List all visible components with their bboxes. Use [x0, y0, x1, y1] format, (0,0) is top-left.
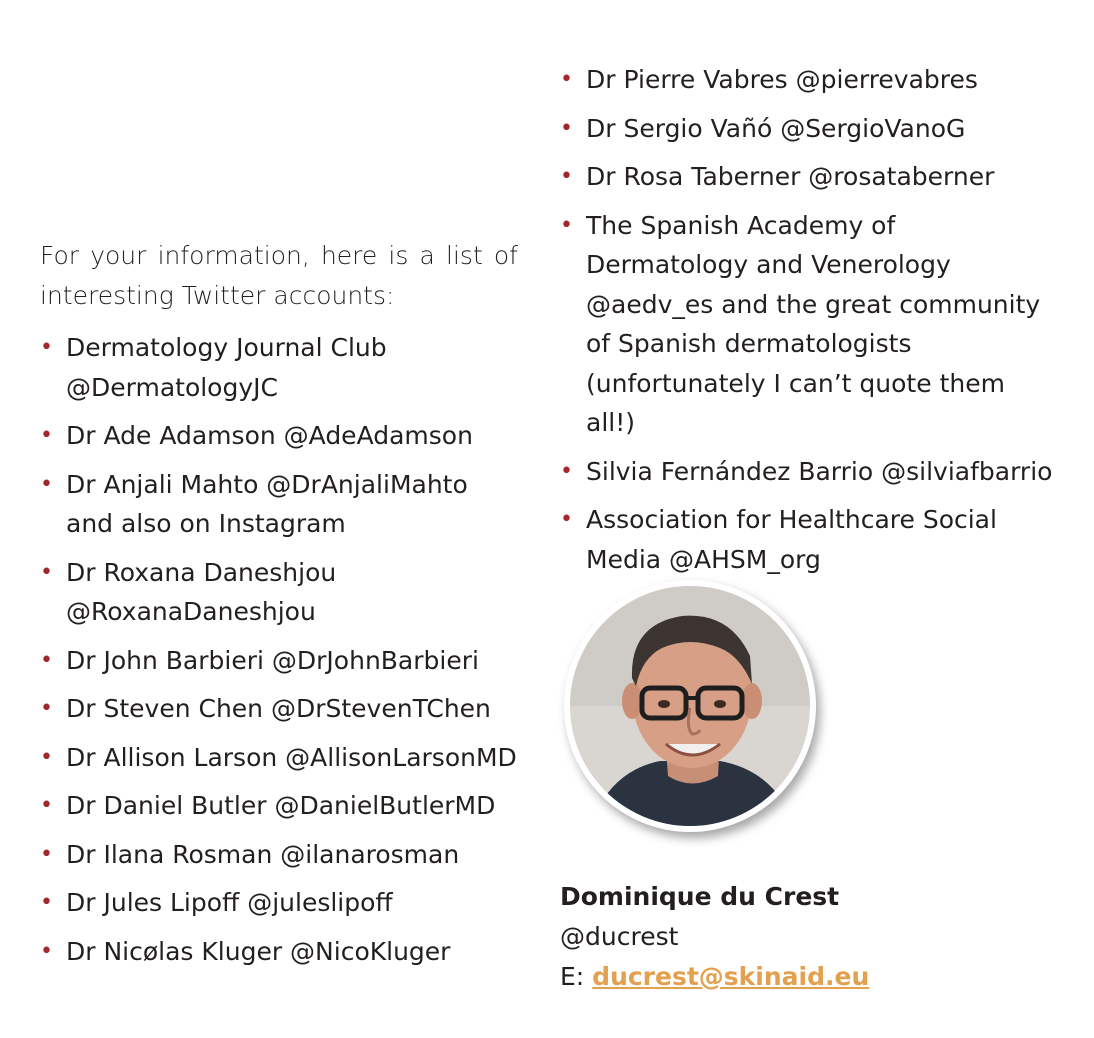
bullet-icon: •	[40, 890, 53, 915]
list-item	[40, 553, 518, 632]
right-account-list	[560, 60, 1060, 579]
list-item	[560, 452, 1060, 492]
intro-text: For your information, here is a list of interesting Twitter accounts:	[40, 241, 518, 310]
account-text: Dr Roxana Daneshjou @RoxanaDaneshjou	[66, 557, 337, 626]
right-column	[560, 60, 1060, 588]
bullet-icon: •	[40, 559, 53, 585]
account-text: Dr Steven Chen @DrStevenTChen	[66, 694, 491, 723]
author-name: Dominique du Crest	[560, 882, 840, 911]
list-item	[560, 60, 1060, 100]
bullet-icon: •	[560, 67, 573, 92]
bullet-icon: •	[40, 938, 53, 964]
bullet-icon: •	[560, 212, 573, 238]
author-block	[560, 877, 869, 997]
account-text: Dr Pierre Vabres @pierrevabres	[586, 65, 978, 94]
author-handle: @ducrest	[560, 922, 679, 951]
account-text: Dr John Barbieri @DrJohnBarbieri	[66, 645, 479, 675]
bullet-icon: •	[40, 841, 53, 867]
bullet-icon: •	[560, 164, 573, 189]
bullet-icon: •	[40, 471, 53, 497]
list-item	[560, 500, 1060, 579]
email-link[interactable]: ducrest@skinaid.eu	[592, 962, 870, 991]
list-item	[560, 206, 1060, 443]
bullet-icon: •	[40, 744, 53, 770]
bullet-icon: •	[40, 335, 53, 360]
account-text: Dr Sergio Vañó @SergioVanoG	[586, 113, 966, 143]
account-text: Silvia Fernández Barrio @silviafbarrio	[586, 456, 1053, 486]
list-item	[40, 835, 518, 875]
portrait-illustration	[570, 586, 810, 826]
author-portrait	[564, 580, 816, 832]
list-item	[40, 738, 518, 778]
account-text: Dr Nicølas Kluger @NicoKluger	[66, 936, 451, 966]
list-item	[40, 689, 518, 729]
account-text: Dr Allison Larson @AllisonLarsonMD	[66, 742, 517, 772]
account-text: Dr Anjali Mahto @DrAnjaliMahto and also on Instagram	[66, 469, 468, 538]
list-item	[40, 641, 518, 681]
account-text: Association for Healthcare Social Media @AHSM_org	[586, 505, 997, 574]
list-item	[40, 786, 518, 826]
account-text: Dr Ade Adamson @AdeAdamson	[66, 421, 473, 450]
list-item	[40, 328, 518, 407]
account-text: Dermatology Journal Club @DermatologyJC	[66, 333, 387, 402]
account-text: Dr Rosa Taberner @rosataberner	[586, 162, 995, 191]
left-column	[40, 236, 518, 980]
list-item	[40, 932, 518, 972]
list-item	[560, 109, 1060, 149]
author-email-line	[560, 957, 869, 997]
account-text: Dr Ilana Rosman @ilanarosman	[66, 839, 460, 869]
bullet-icon: •	[40, 647, 53, 673]
bullet-icon: •	[560, 507, 573, 532]
bullet-icon: •	[40, 793, 53, 818]
bullet-icon: •	[560, 458, 573, 484]
list-item	[40, 465, 518, 544]
list-item	[40, 416, 518, 456]
bullet-icon: •	[40, 696, 53, 721]
account-text: Dr Jules Lipoff @juleslipoff	[66, 888, 393, 917]
left-account-list	[40, 328, 518, 971]
account-text: Dr Daniel Butler @DanielButlerMD	[66, 791, 496, 820]
bullet-icon: •	[40, 423, 53, 448]
bullet-icon: •	[560, 115, 573, 141]
account-text: The Spanish Academy of Dermatology and Venerology @aedv_es and the great community of Spanish dermatologists (unfortunately I can’t quote them all!)	[586, 210, 1041, 437]
list-item	[40, 883, 518, 923]
list-item	[560, 157, 1060, 197]
email-prefix: E:	[560, 962, 593, 991]
